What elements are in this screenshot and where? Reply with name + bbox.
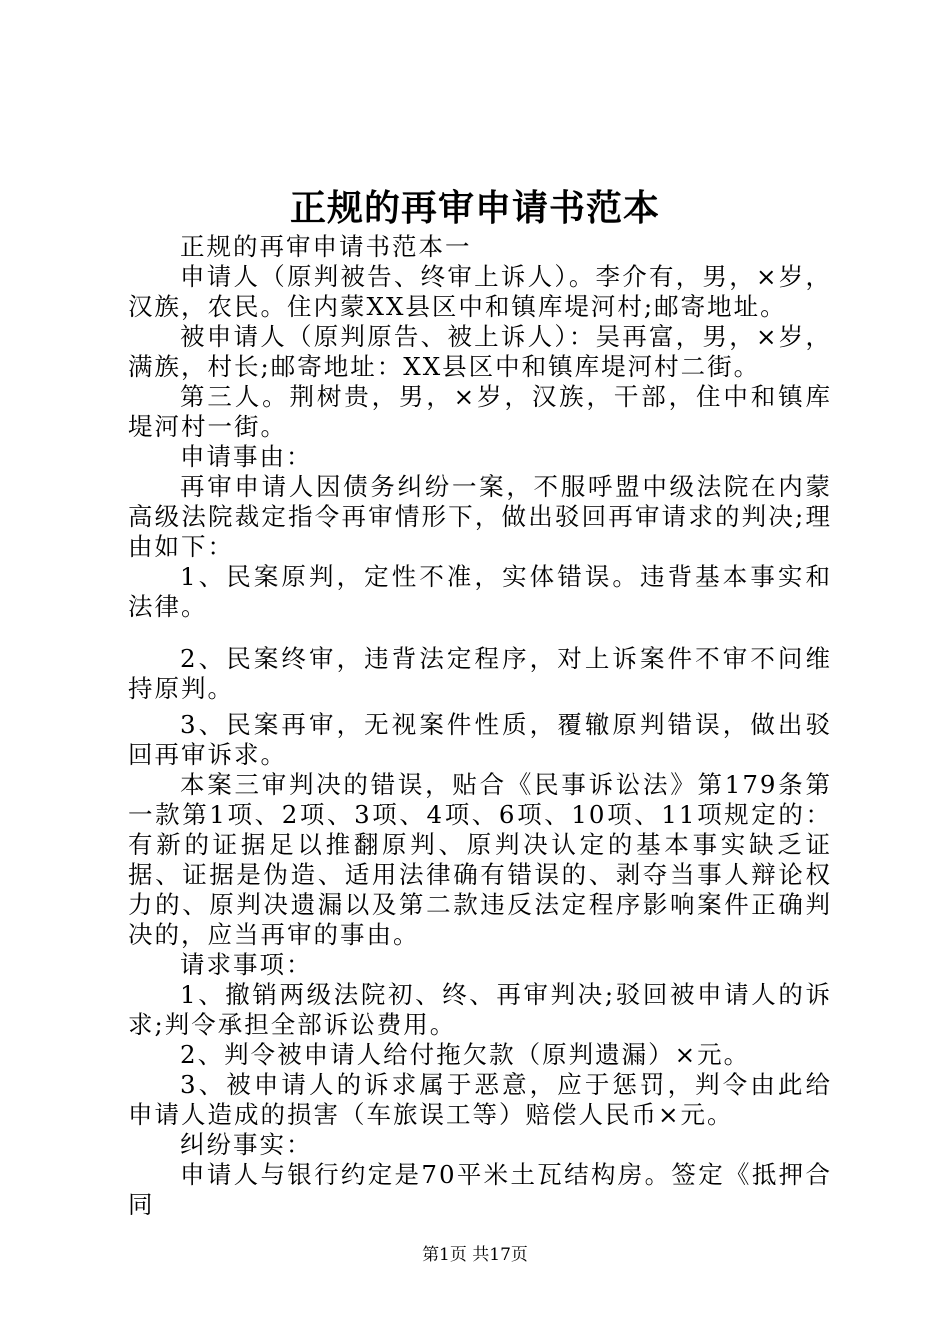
- document-title: 正规的再审申请书范本: [289, 187, 660, 229]
- paragraph: 3、民案再审，无视案件性质，覆辙原判错误，做出驳回再审诉求。: [128, 710, 832, 769]
- paragraph: 申请事由：: [180, 442, 313, 471]
- paragraph: 第三人。荆树贵，男，×岁，汉族，干部，住中和镇库堤河村一街。: [128, 382, 832, 441]
- paragraph: 申请人（原判被告、终审上诉人）。李介有，男，×岁，汉族，农民。住内蒙XX县区中和镇库堤河村;邮寄地址。: [128, 262, 832, 321]
- paragraph: 再审申请人因债务纠纷一案，不服呼盟中级法院在内蒙高级法院裁定指令再审情形下，做出驳回再审请求的判决;理由如下：: [128, 472, 832, 561]
- paragraph: 本案三审判决的错误，贴合《民事诉讼法》第179条第一款第1项、2项、3项、4项、6项、10项、11项规定的：有新的证据足以推翻原判、原判决认定的基本事实缺乏证据、证据是伪造、适用法律确有错误的、剥夺当事人辩论权力的、原判决遗漏以及第二款违反法定程序影响案件正确判决的，应当再审的事由。: [128, 770, 832, 949]
- paragraph: 正规的再审申请书范本一: [180, 232, 472, 261]
- paragraph: 1、民案原判，定性不准，实体错误。违背基本事实和法律。: [128, 562, 832, 621]
- paragraph: 申请人与银行约定是70平米土瓦结构房。签定《抵押合同: [128, 1160, 832, 1219]
- document-body: [128, 232, 832, 1220]
- page-footer: 第1页 共17页: [422, 1245, 528, 1265]
- paragraph: 2、判令被申请人给付拖欠款（原判遗漏）×元。: [180, 1040, 751, 1069]
- paragraph: 1、撤销两级法院初、终、再审判决;驳回被申请人的诉求;判令承担全部诉讼费用。: [128, 980, 832, 1039]
- paragraph: 被申请人（原判原告、被上诉人）：吴再富，男，×岁，满族，村长;邮寄地址：XX县区中和镇库堤河村二街。: [128, 322, 832, 381]
- paragraph: 请求事项：: [180, 950, 313, 979]
- paragraph: 2、民案终审，违背法定程序，对上诉案件不审不问维持原判。: [128, 644, 832, 703]
- paragraph: 纠纷事实：: [180, 1130, 313, 1159]
- paragraph: 3、被申请人的诉求属于恶意，应于惩罚，判令由此给申请人造成的损害（车旅误工等）赔偿人民币×元。: [128, 1070, 832, 1129]
